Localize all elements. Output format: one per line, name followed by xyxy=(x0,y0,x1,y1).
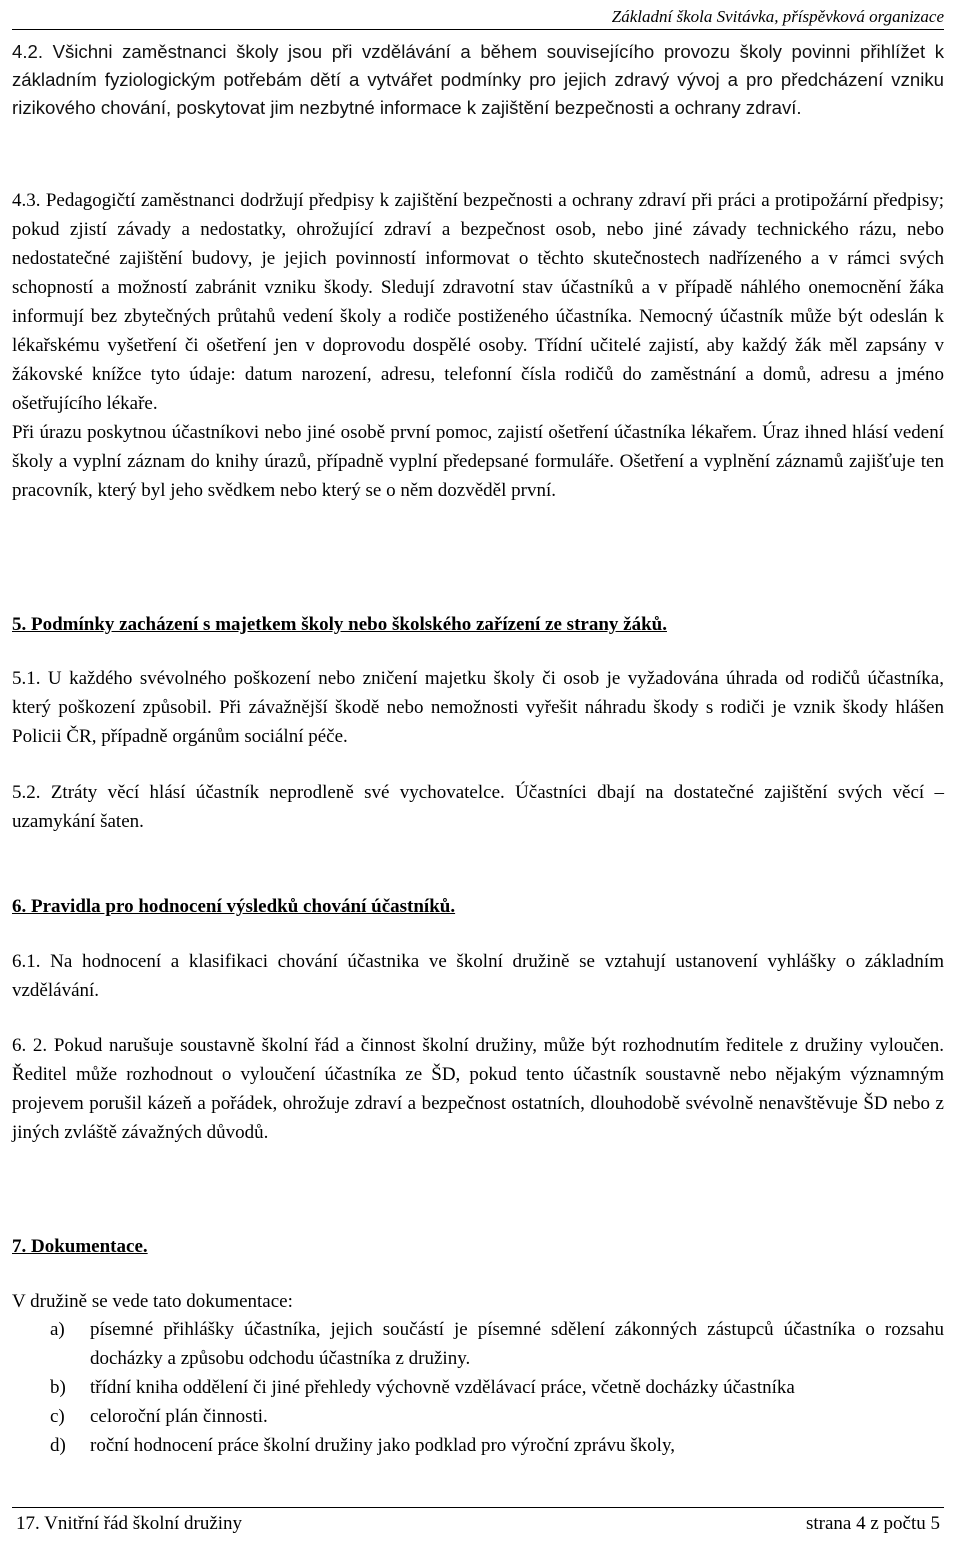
paragraph-6-1: 6.1. Na hodnocení a klasifikaci chování účastnika ve školní družině se vztahují ustanovení vyhlášky o základním vzdělávání. xyxy=(12,951,944,1001)
paragraph-5-1: 5.1. U každého svévolného poškození nebo zničení majetku školy či osob je vyžadována úhrada od rodičů účastníka, který poškození způsobil. Při závažnější škodě nebo nemožnosti vyřešit náhradu škody s rodiči je vznik škody hlášen Policii ČR, případně orgánům sociální péče. xyxy=(12,668,944,747)
list-item xyxy=(12,1431,944,1460)
list-item-text: písemné přihlášky účastníka, jejich součástí je písemné sdělení zákonných zástupců účastníka o rozsahu docházky a způsobu odchodu účastníka z družiny. xyxy=(90,1319,944,1369)
page-header: Základní škola Svitávka, příspěvková organizace xyxy=(12,4,944,30)
documentation-list xyxy=(12,1315,944,1460)
list-item-text: třídní kniha oddělení či jiné přehledy výchovně vzdělávací práce, včetně docházky účastníka xyxy=(90,1377,795,1398)
paragraph-6-2: 6. 2. Pokud narušuje soustavně školní řád a činnost školní družiny, může být rozhodnutím ředitele z družiny vyloučen. Ředitel může rozhodnout o vyloučení účastníka ze ŠD, pokud tento účastník soustavně nebo nějakým významným projevem porušil kázeň a pořádek, ohrožuje zdraví a bezpečnost ostatních, dlouhodobě svévolně nenavštěvuje ŠD nebo z jiných zvláště závažných důvodů. xyxy=(12,1035,944,1143)
list-item-text: celoroční plán činnosti. xyxy=(90,1406,268,1427)
footer-page-number: strana 4 z počtu 5 xyxy=(805,1513,940,1534)
paragraph-4-3: 4.3. Pedagogičtí zaměstnanci dodržují předpisy k zajištění bezpečnosti a ochrany zdraví při práci a protipožární předpisy; pokud zjistí závady a nedostatky, ohrožující zdraví a bezpečnost osob, nebo jiné závady technického rázu, nebo nedostatečné zajištění budovy, je jejich povinností informovat o těchto skutečnostech nadřízeného a v rámci svých schopností a možností zabránit vzniku škody. Sledují zdravotní stav účastníků a v případě náhlého onemocnění žáka informují bez zbytečných průtahů vedení školy a rodiče postiženého účastníka. Nemocný účastník může být odeslán k lékařskému vyšetření či ošetření jen v doprovodu dospělé osoby. Třídní učitelé zajistí, aby každý žák měl zapsány v žákovské knížce tyto údaje: datum narození, adresu, telefonní čísla rodičů do zaměstnání a domů, adresu a jméno ošetřujícího lékaře. xyxy=(12,190,944,414)
list-marker: d) xyxy=(50,1435,66,1456)
documentation-intro: V družině se vede tato dokumentace: xyxy=(12,1291,293,1312)
list-item xyxy=(12,1315,944,1373)
list-item-text: roční hodnocení práce školní družiny jako podklad pro výroční zprávu školy, xyxy=(90,1435,675,1456)
list-marker: c) xyxy=(50,1406,65,1427)
paragraph-4-2: 4.2. Všichni zaměstnanci školy jsou při vzdělávání a během souvisejícího provozu školy povinni přihlížet k základním fyziologickým potřebám dětí a vytvářet podmínky pro jejich zdravý vývoj a pro předcházení vzniku rizikového chování, poskytovat jim nezbytné informace k zajištění bezpečnosti a ochrany zdraví. xyxy=(12,41,944,118)
heading-section-5: 5. Podmínky zacházení s majetkem školy nebo školského zařízení ze strany žáků. xyxy=(12,614,667,635)
heading-section-6: 6. Pravidla pro hodnocení výsledků chování účastníků. xyxy=(12,896,456,917)
page-footer xyxy=(12,1507,944,1540)
list-marker: b) xyxy=(50,1377,66,1398)
list-marker: a) xyxy=(50,1319,65,1340)
list-item xyxy=(12,1402,944,1431)
list-item xyxy=(12,1373,944,1402)
paragraph-4-3-injury: Při úrazu poskytnou účastníkovi nebo jiné osobě první pomoc, zajistí ošetření účastníka lékařem. Úraz ihned hlásí vedení školy a vyplní záznam do knihy úrazů, případně vyplní předepsané formuláře. Ošetření a vyplnění záznamů zajišťuje ten pracovník, který byl jeho svědkem nebo který se o něm dozvěděl první. xyxy=(12,422,944,501)
footer-document-title: 17. Vnitřní řád školní družiny xyxy=(16,1513,243,1534)
heading-section-7: 7. Dokumentace. xyxy=(12,1236,148,1257)
paragraph-5-2: 5.2. Ztráty věcí hlásí účastník neprodleně své vychovatelce. Účastníci dbají na dostatečné zajištění svých věcí – uzamykání šaten. xyxy=(12,782,944,832)
section-4-3 xyxy=(12,186,944,505)
